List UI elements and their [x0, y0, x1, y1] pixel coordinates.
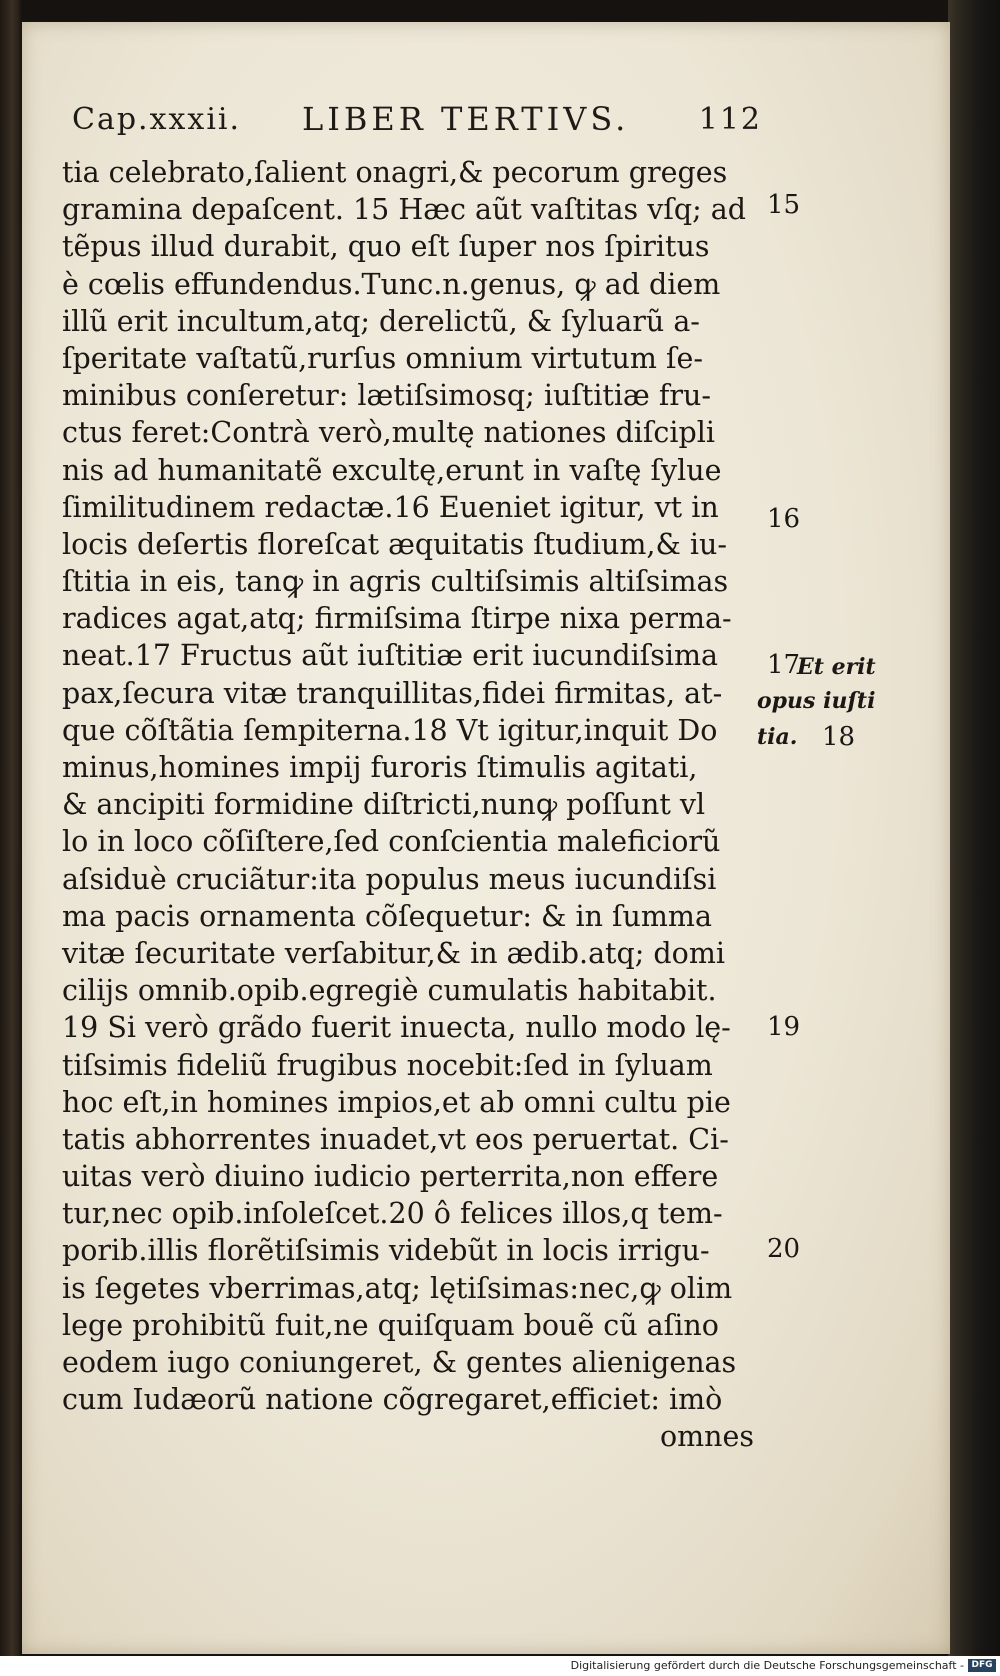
- text-line: pax,ſecura vitæ tranquillitas,fidei firmitas, at-: [62, 676, 723, 710]
- text-line: tia celebrato,ſalient onagri,& pecorum greges: [62, 156, 728, 189]
- text-line: ſtitia in eis, tanꝙ in agris cultiſsimis altiſsimas: [62, 565, 729, 599]
- margin-verse-15: 15: [767, 190, 801, 220]
- text-line: minibus conſeretur: lætiſsimosq; iuſtitiæ fru-: [62, 379, 712, 413]
- running-header: [72, 82, 762, 142]
- margin-note-line-2: opus iuſti: [757, 688, 876, 714]
- text-line: porib.illis florẽtiſsimis videbũt in locis irrigu-: [62, 1234, 710, 1268]
- book-edge: [948, 0, 1000, 1656]
- margin-verse-19: 19: [767, 1012, 801, 1042]
- text-line: tur,nec opib.inſoleſcet.20 ô felices illos,q tem-: [62, 1197, 723, 1231]
- dfg-logo: DFG: [968, 1659, 996, 1672]
- text-line: vitæ ſecuritate verſabitur,& in ædib.atq; domi: [62, 936, 725, 970]
- text-line: radices agat,atq; firmiſsima ſtirpe nixa perma-: [62, 602, 732, 636]
- text-line: tiſsimis fideliũ frugibus nocebit:ſed in ſyluam: [62, 1048, 713, 1082]
- text-line: locis deſertis floreſcat æquitatis ſtudium,& iu-: [62, 527, 727, 561]
- text-line: cilijs omnib.opib.egregiè cumulatis habitabit.: [62, 974, 717, 1008]
- footer-credit: Digitalisierung gefördert durch die Deutsche Forschungsgemeinschaft -: [570, 1659, 964, 1672]
- text-line: que cõſtãtia ſempiterna.18 Vt igitur,inquit Do: [62, 713, 718, 747]
- text-line: illũ erit incultum,atq; derelictũ, & ſyluarũ a-: [62, 304, 700, 338]
- catchword: omnes: [659, 1420, 754, 1454]
- body-text: [62, 154, 762, 1456]
- text-line: neat.17 Fructus aũt iuſtitiæ erit iucundiſsima: [62, 639, 719, 673]
- text-line: ma pacis ornamenta cõſequetur: & in ſumma: [62, 899, 712, 933]
- margin-verse-16: 16: [767, 504, 801, 534]
- text-line: lege prohibitũ fuit,ne quiſquam bouẽ cũ aſino: [62, 1308, 719, 1342]
- folio-number: 112: [698, 102, 762, 137]
- text-line: aſsiduè cruciãtur:ita populus meus iucundiſsi: [62, 862, 717, 896]
- book-title: LIBER TERTIVS.: [302, 100, 630, 138]
- text-line: minus,homines impij furoris ſtimulis agitati,: [62, 751, 698, 784]
- margin-note-line-3: tia.: [757, 724, 798, 750]
- text-line: lo in loco cõſiſtere,ſed conſcientia maleficiorũ: [62, 825, 721, 859]
- chapter-label: Cap.xxxii.: [72, 102, 242, 137]
- text-line: hoc eſt,in homines impios,et ab omni cultu pie: [62, 1085, 731, 1119]
- margin-verse-17: 17: [767, 650, 801, 680]
- text-line: ctus feret:Contrà verò,multę nationes diſcipli: [62, 416, 715, 450]
- margin-verse-18: 18: [822, 722, 856, 752]
- text-line: ſperitate vaſtatũ,rurſus omnium virtutum ſe-: [62, 341, 704, 375]
- book-page: [22, 22, 950, 1654]
- text-line: cum Iudæorũ natione cõgregaret,efficiet: imò: [62, 1383, 723, 1417]
- margin-note-line-1: Et erit: [797, 654, 876, 680]
- text-line: è cœlis effundendus.Tunc.n.genus, ꝙ ad diem: [62, 267, 721, 301]
- text-line: is ſegetes vberrimas,atq; lętiſsimas:nec,ꝙ olim: [62, 1271, 733, 1305]
- text-line: 19 Si verò grãdo fuerit inuecta, nullo modo lę-: [62, 1011, 731, 1045]
- text-line: gramina depaſcent. 15 Hæc aũt vaſtitas vſq; ad: [62, 193, 747, 227]
- text-line: eodem iugo coniungeret, & gentes alienigenas: [62, 1346, 737, 1379]
- text-line: tatis abhorrentes inuadet,vt eos peruertat. Ci-: [62, 1122, 729, 1156]
- text-line: & ancipiti formidine diſtricti,nunꝙ poſſunt vl: [62, 788, 706, 822]
- text-line: ſimilitudinem redactæ.16 Eueniet igitur, vt in: [62, 490, 719, 524]
- margin-verse-20: 20: [767, 1234, 801, 1264]
- text-line: nis ad humanitatẽ excultę,erunt in vaſtę ſylue: [62, 453, 722, 487]
- text-line: uitas verò diuino iudicio perterrita,non effere: [62, 1160, 719, 1194]
- digitization-footer: [0, 1656, 1000, 1676]
- text-line: tẽpus illud durabit, quo eſt ſuper nos ſpiritus: [62, 230, 710, 264]
